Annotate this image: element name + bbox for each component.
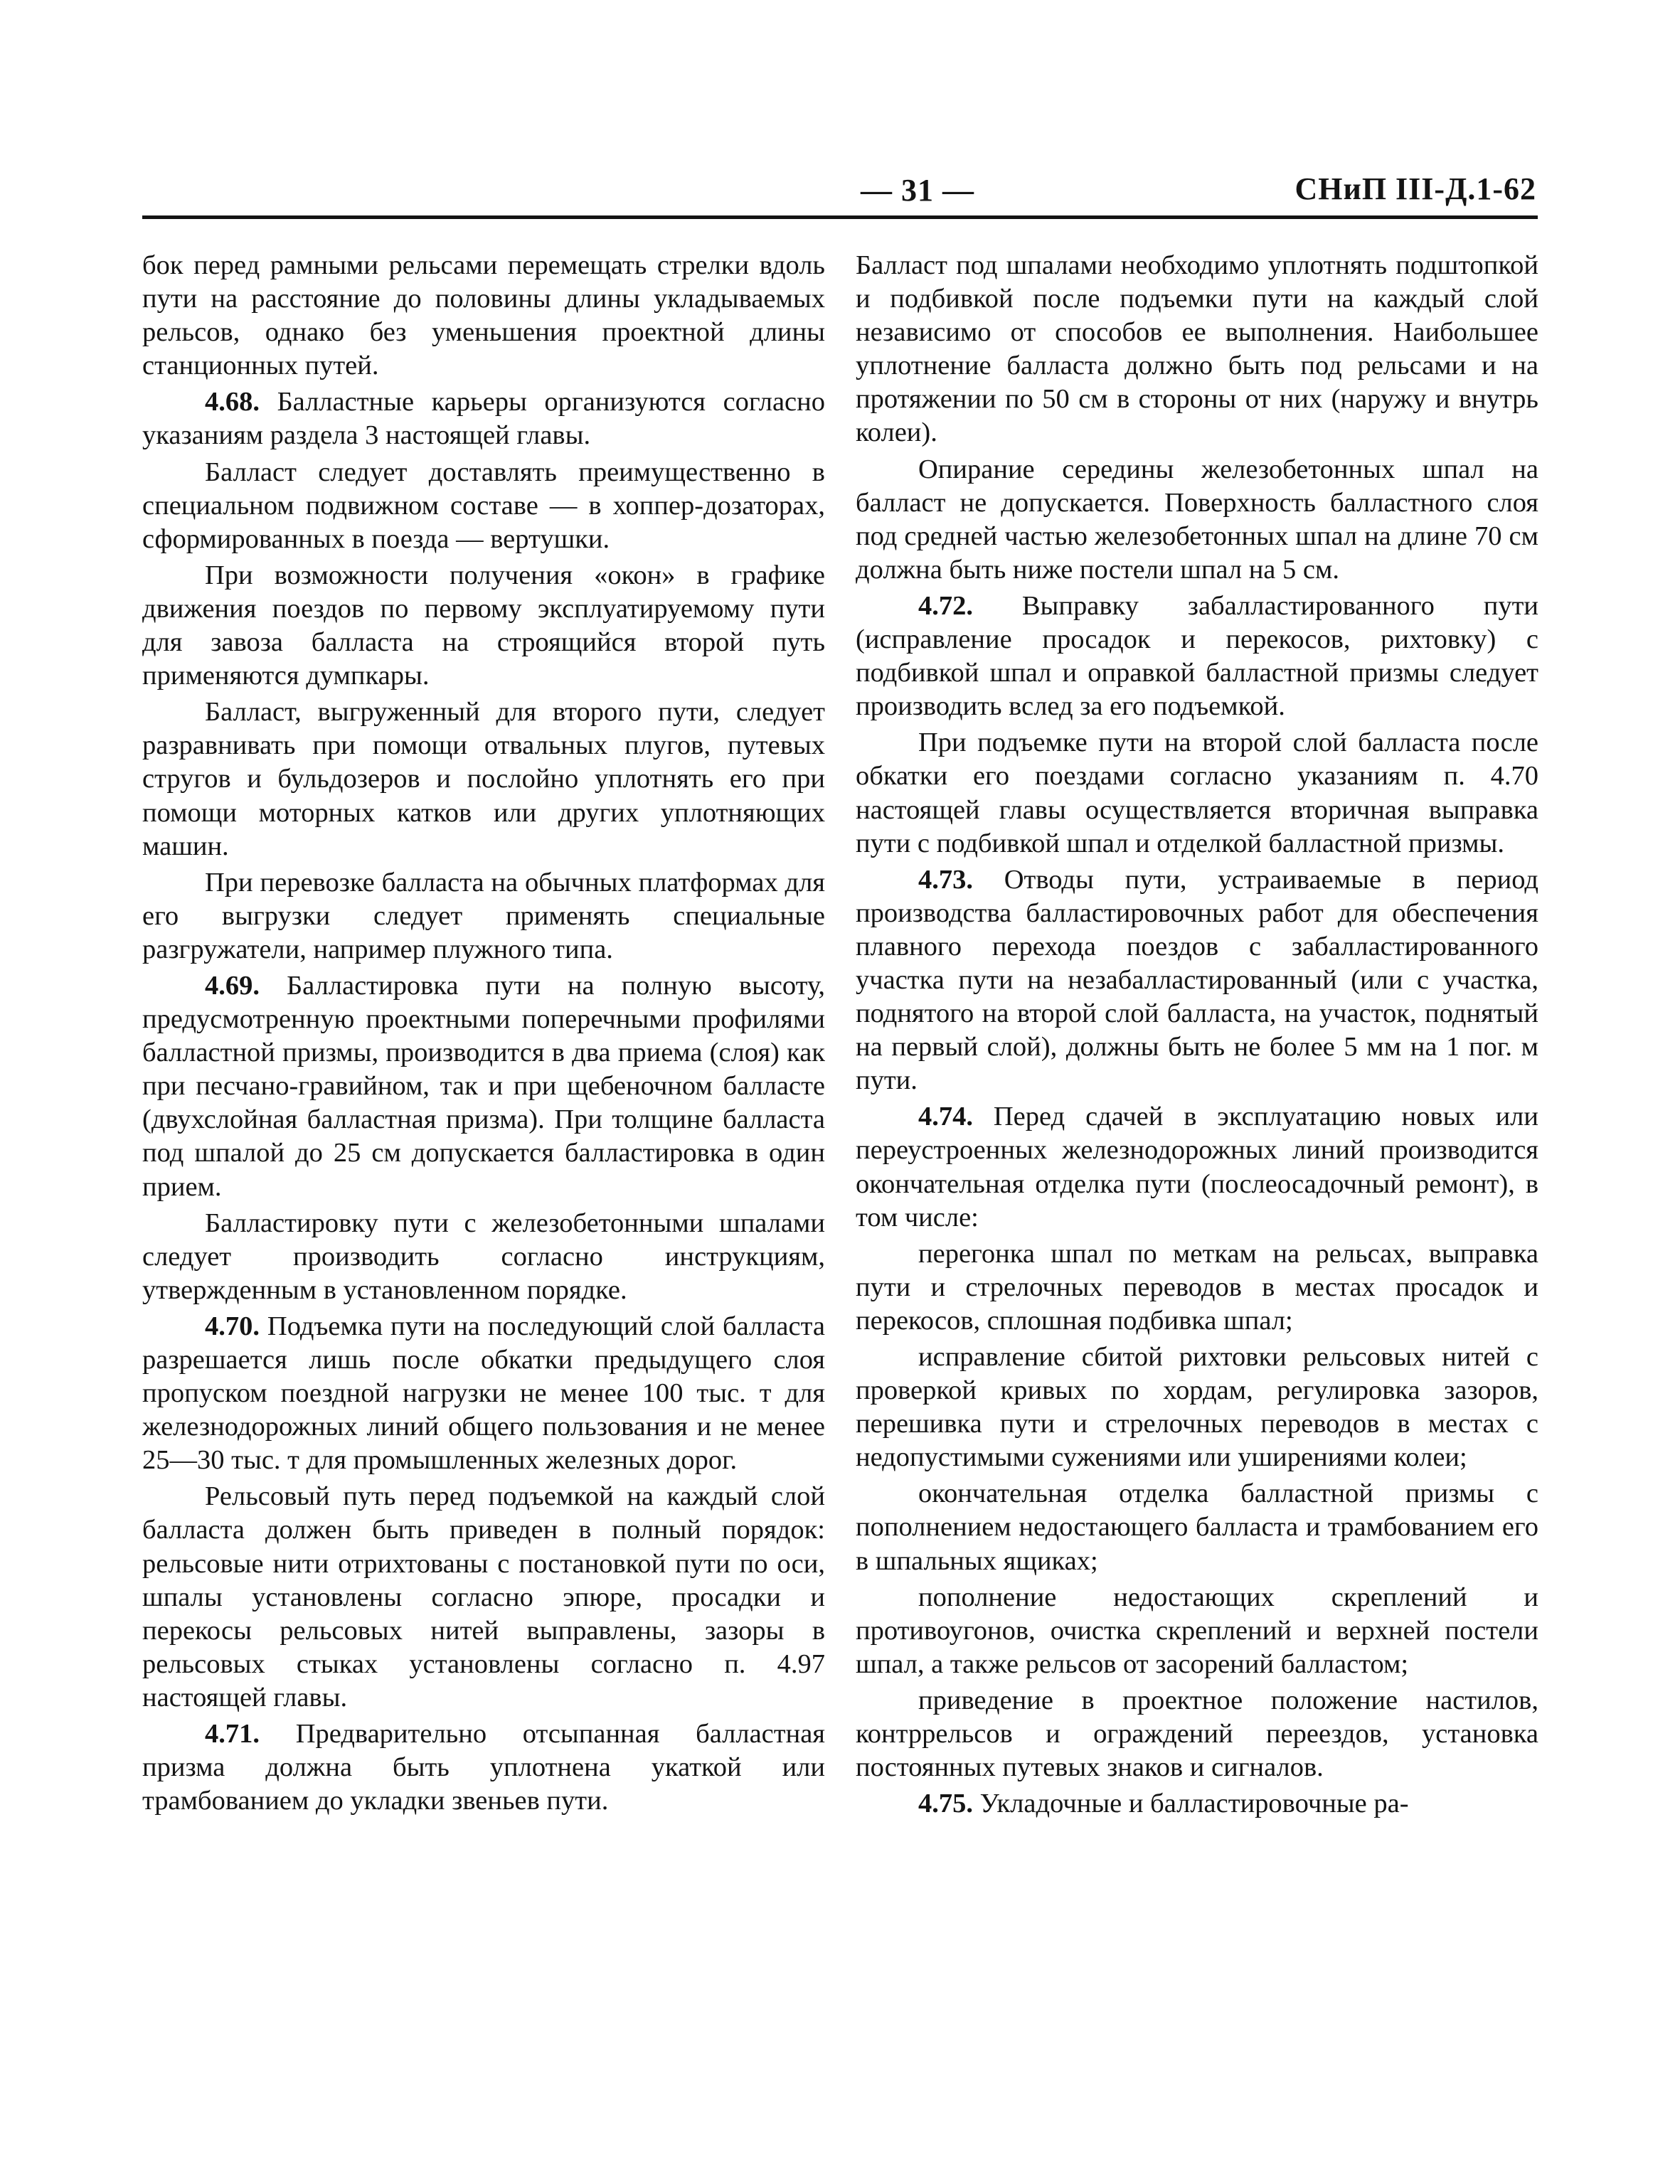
paragraph — [142, 1310, 825, 1477]
document-code: СНиП III-Д.1-62 — [1294, 171, 1536, 206]
clause-number: 4.74. — [918, 1102, 973, 1132]
header-rule — [142, 215, 1538, 219]
clause-number: 4.73. — [918, 864, 973, 895]
paragraph — [142, 1717, 825, 1818]
paragraph-text: Отводы пути, устраиваемые в период производства балластировочных работ для обеспечения плавного перехода поездов с забалластированного участка пути на незабалластированный (или с участка, поднятого на второй слой балласта, на участок, поднятый на первый слой), должны быть не более 5 мм на 1 пог. м пути. — [856, 864, 1538, 1096]
paragraph-text: При перевозке балласта на обычных платформах для его выгрузки следует применять специальные разгружатели, например плужного типа. — [142, 867, 825, 964]
paragraph-text: Балласт следует доставлять преимущественно в специальном подвижном составе — в хоппер-дозаторах, сформированных в поезда — вертушки. — [142, 457, 825, 554]
paragraph — [142, 385, 825, 452]
paragraph — [856, 453, 1538, 587]
paragraph-text: Рельсовый путь перед подъемкой на каждый слой балласта должен быть приведен в полный порядок: рельсовые нити отрихтованы с постановкой пути по оси, шпалы установлены согласно эпюре, просадки и перекосы рельсовых нитей выправлены, зазоры в рельсовых стыках установлены согласно п. 4.97 настоящей главы. — [142, 1481, 825, 1712]
clause-number: 4.75. — [918, 1789, 973, 1819]
clause-number: 4.72. — [918, 590, 973, 621]
page-header — [142, 165, 1536, 222]
paragraph — [856, 1684, 1538, 1784]
paragraph — [142, 866, 825, 966]
paragraph — [142, 559, 825, 693]
paragraph — [142, 249, 825, 383]
paragraph — [856, 249, 1538, 450]
left-column — [142, 249, 825, 1821]
paragraph — [856, 1341, 1538, 1474]
paragraph-text: При возможности получения «окон» в графике движения поездов по первому эксплуатируемому пути для завоза балласта на строящийся второй путь применяются думпкары. — [142, 560, 825, 691]
clause-number: 4.69. — [205, 970, 260, 1001]
paragraph — [856, 1100, 1538, 1234]
paragraph-text: Перед сдачей в эксплуатацию новых или переустроенных железнодорожных линий производится окончательная отделка пути (послеосадочный ремонт), в том числе: — [856, 1102, 1538, 1232]
page-number: — 31 — — [861, 173, 974, 208]
paragraph — [142, 456, 825, 556]
paragraph-text: Выправку забалластированного пути (исправление просадок и перекосов, рихтовку) с подбивкой шпал и оправкой балластной призмы следует производить вслед за его подъемкой. — [856, 590, 1538, 722]
paragraph — [856, 1237, 1538, 1338]
clause-number: 4.70. — [205, 1311, 260, 1341]
paragraph — [142, 1480, 825, 1715]
paragraph — [856, 1581, 1538, 1681]
clause-number: 4.71. — [205, 1719, 260, 1749]
paragraph-text: Подъемка пути на последующий слой балласта разрешается лишь после обкатки предыдущего слоя пропуском поездной нагрузки не менее 100 тыс. т для железнодорожных линий общего пользования и не менее 25—30 тыс. т для промышленных железных дорог. — [142, 1311, 825, 1476]
paragraph-text: окончательная отделка балластной призмы с пополнением недостающего балласта и трамбованием его в шпальных ящиках; — [856, 1479, 1538, 1576]
paragraph — [856, 1477, 1538, 1577]
paragraph-text: Предварительно отсыпанная балластная призма должна быть уплотнена укаткой или трамбованием до укладки звеньев пути. — [142, 1719, 825, 1816]
paragraph — [142, 969, 825, 1204]
paragraph-text: бок перед рамными рельсами перемещать стрелки вдоль пути на расстояние до половины длины укладываемых рельсов, однако без уменьшения проектной длины станционных путей. — [142, 250, 825, 381]
paragraph — [856, 590, 1538, 723]
paragraph-text: При подъемке пути на второй слой балласта после обкатки его поездами согласно указаниям п. 4.70 настоящей главы осуществляется вторичная выправка пути с подбивкой шпал и отделкой балластной призмы. — [856, 728, 1538, 858]
paragraph-text: Балластировку пути с железобетонными шпалами следует производить согласно инструкциям, утвержденным в установленном порядке. — [142, 1208, 825, 1305]
paragraph-text: Опирание середины железобетонных шпал на балласт не допускается. Поверхность балластного слоя под средней частью железобетонных шпал на длине 70 см должна быть ниже постели шпал на 5 см. — [856, 454, 1538, 585]
paragraph — [142, 1207, 825, 1307]
clause-number: 4.68. — [205, 387, 260, 417]
paragraph-text: Балласт, выгруженный для второго пути, следует разравнивать при помощи отвальных плугов, путевых стругов и бульдозеров и послойно уплотнять его при помощи моторных катков или других уплотняющих машин. — [142, 697, 825, 861]
paragraph-text: Балласт под шпалами необходимо уплотнять подштопкой и подбивкой после подъемки пути на каждый слой независимо от способов ее выполнения. Наибольшее уплотнение балласта должно быть под рельсами и на протяжении по 50 см в стороны от них (наружу и внутрь колеи). — [856, 250, 1538, 448]
paragraph-text: Балластировка пути на полную высоту, предусмотренную проектными поперечными профилями балластной призмы, производится в два приема (слоя) как при песчано-гравийном, так и при щебеночном балласте (двухслойная балластная призма). При толщине балласта под шпалой до 25 см допускается балластировка в один прием. — [142, 970, 825, 1202]
paragraph-text: Укладочные и балластировочные ра- — [973, 1789, 1409, 1819]
right-column — [856, 249, 1538, 1823]
paragraph-text: пополнение недостающих скреплений и противоугонов, очистка скреплений и верхней постели шпал, а также рельсов от засорений балластом; — [856, 1582, 1538, 1679]
paragraph-text: Балластные карьеры организуются согласно указаниям раздела 3 настоящей главы. — [142, 387, 825, 451]
paragraph — [856, 863, 1538, 1098]
paragraph-text: исправление сбитой рихтовки рельсовых нитей с проверкой кривых по хордам, регулировка зазоров, перешивка пути и стрелочных переводов в местах с недопустимыми сужениями или уширениями колеи; — [856, 1342, 1538, 1473]
paragraph — [856, 1787, 1538, 1821]
paragraph-text: приведение в проектное положение настилов, контррельсов и ограждений переездов, установка постоянных путевых знаков и сигналов. — [856, 1685, 1538, 1783]
paragraph — [856, 726, 1538, 860]
paragraph-text: перегонка шпал по меткам на рельсах, выправка пути и стрелочных переводов в местах просадок и перекосов, сплошная подбивка шпал; — [856, 1238, 1538, 1336]
paragraph — [142, 696, 825, 863]
